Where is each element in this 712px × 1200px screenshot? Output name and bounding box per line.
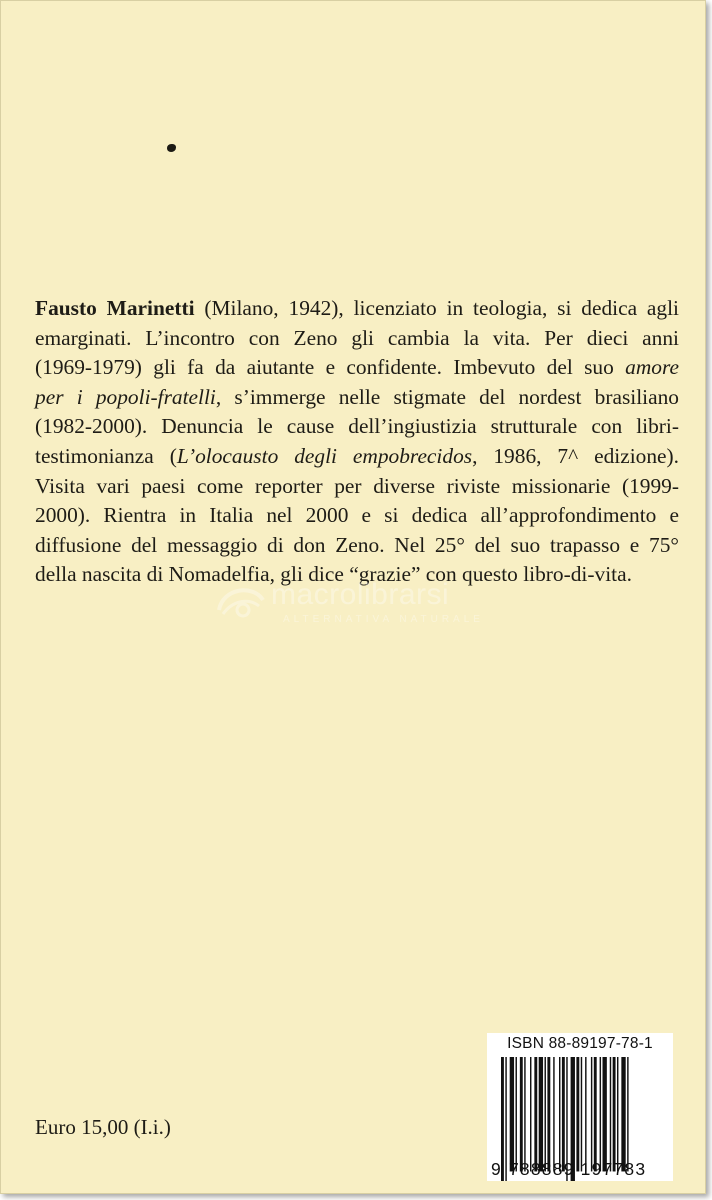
bio-line: per i popoli-fratelli, s’immerge nelle stigmate del nordest brasiliano [35, 384, 679, 409]
barcode-bar [613, 1057, 616, 1171]
barcode-bar [585, 1057, 586, 1171]
barcode-bar [559, 1057, 560, 1171]
bio-line: della nascita di Nomadelfia, gli dice “grazie” con questo libro-di-vita. [35, 562, 632, 587]
isbn-label: ISBN 88-89197-78-1 [507, 1035, 653, 1052]
author-bio [35, 294, 679, 590]
ean-digits-rest: 788889 197783 [509, 1159, 647, 1179]
barcode-bar [600, 1057, 601, 1171]
barcode-bar [534, 1057, 537, 1171]
barcode-bar [545, 1057, 546, 1171]
watermark [213, 578, 513, 630]
barcode-bar [505, 1057, 506, 1181]
barcode-bar [591, 1057, 592, 1171]
bio-line: (1969-1979) gli fa da aiutante e confidente. Imbevuto del suo amore [35, 355, 679, 380]
watermark-name: macrolibrarsi [271, 578, 450, 611]
barcode-bar [562, 1057, 565, 1171]
watermark-logo-icon [213, 580, 269, 624]
barcode-bar [553, 1057, 554, 1171]
bio-line: diffusione del messaggio di don Zeno. Nel 25° del suo trapasso e 75° [35, 532, 679, 557]
watermark-tagline: ALTERNATIVA NATURALE [283, 614, 484, 625]
bio-line: 2000). Rientra in Italia nel 2000 e si dedica all’approfondimento e [35, 503, 679, 528]
book-title: L’olocausto degli empobrecidos [176, 443, 473, 468]
barcode-bar [576, 1057, 579, 1171]
barcode-bar [520, 1057, 523, 1171]
barcode-bar [524, 1057, 525, 1171]
barcode-bar [516, 1057, 517, 1171]
barcode-bar [594, 1057, 597, 1171]
author-name: Fausto Marinetti [35, 296, 195, 320]
barcode-bar [510, 1057, 514, 1171]
barcode-bar [547, 1057, 550, 1171]
ink-speck [167, 144, 176, 152]
barcode-bar [581, 1057, 582, 1171]
barcode-bar [539, 1057, 543, 1171]
barcode-bar [610, 1057, 611, 1171]
barcode-bar [621, 1057, 625, 1171]
barcode-bar [627, 1057, 628, 1171]
bio-line: Visita vari paesi come reporter per diverse riviste missionarie (1999- [35, 473, 679, 498]
bio-line: testimonianza (L’olocausto degli empobrecidos, 1986, 7^ edizione). [35, 443, 679, 468]
barcode-bar [603, 1057, 607, 1171]
bio-line: Fausto Marinetti (Milano, 1942), licenziato in teologia, si dedica agli [35, 296, 679, 320]
bio-line: (1982-2000). Denuncia le cause dell’ingiustizia strutturale con libri- [35, 414, 679, 439]
bio-line: emarginati. L’incontro con Zeno gli cambia la vita. Per dieci anni [35, 325, 679, 350]
ean-first-digit: 9 [491, 1159, 502, 1179]
barcode-bar [530, 1057, 531, 1171]
barcode-bar [617, 1057, 618, 1171]
barcode [487, 1033, 673, 1181]
price-label: Euro 15,00 (I.i.) [35, 1115, 171, 1139]
